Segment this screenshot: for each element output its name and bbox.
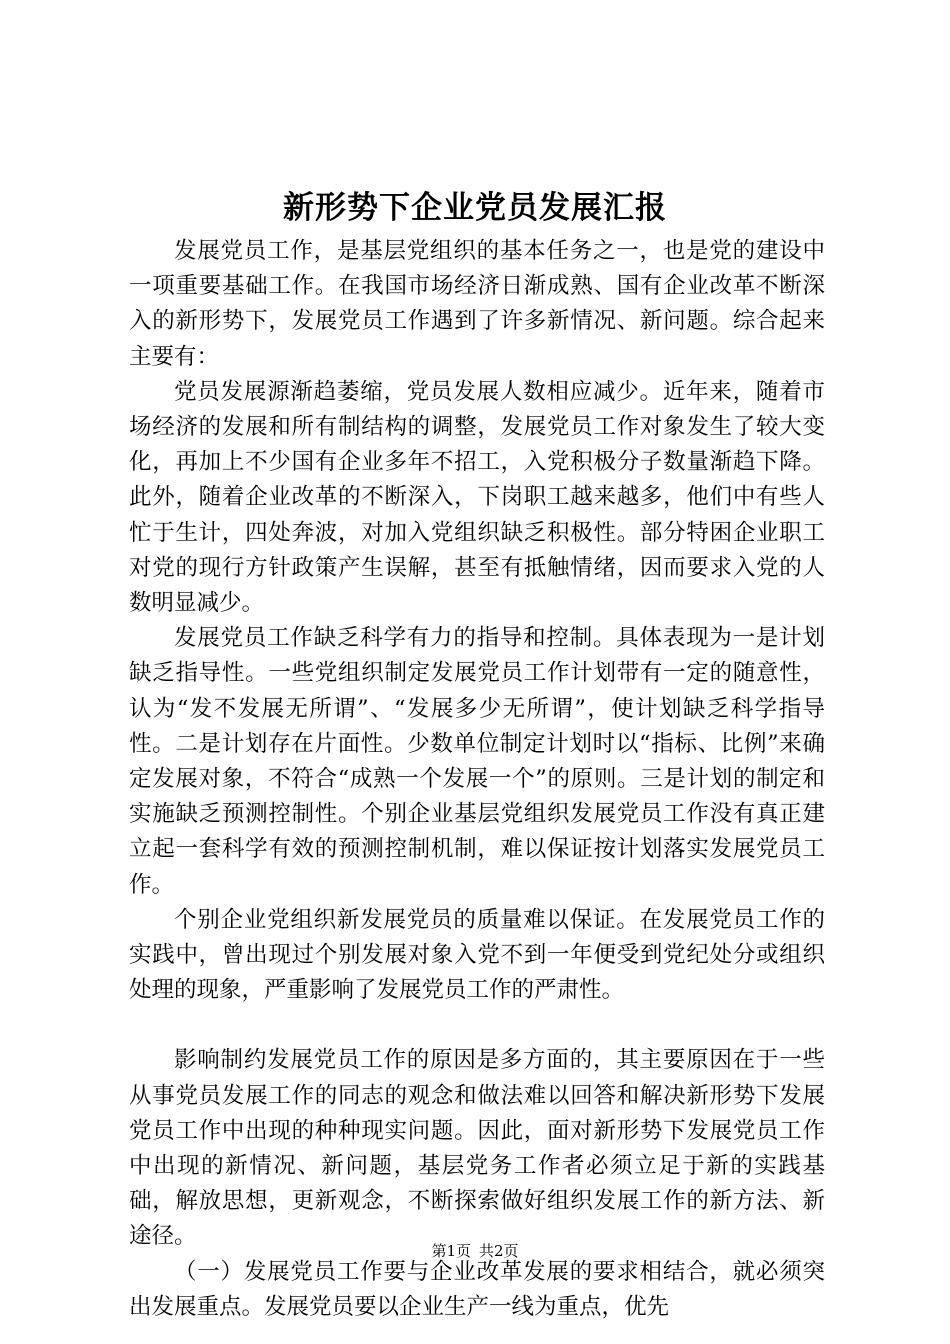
document-title: 新形势下企业党员发展汇报 xyxy=(283,190,667,226)
paragraph-intro: 发展党员工作，是基层党组织的基本任务之一，也是党的建设中一项重要基础工作。在我国市场经济日渐成熟、国有企业改革不断深入的新形势下，发展党员工作遇到了许多新情况、新问题。综合起来主要有： xyxy=(129,238,825,370)
document-body xyxy=(129,234,825,1325)
paragraph-causes: 影响制约发展党员工作的原因是多方面的，其主要原因在于一些从事党员发展工作的同志的观念和做法难以回答和解决新形势下发展党员工作中出现的种种现实问题。因此，面对新形势下发展党员工作中出现的新情况、新问题，基层党务工作者必须立足于新的实践基础，解放思想，更新观念，不断探索做好组织发展工作的新方法、新途径。 xyxy=(129,1047,825,1250)
page-number: 第1页 xyxy=(431,1242,471,1260)
paragraph-issue-quality: 个别企业党组织新发展党员的质量难以保证。在发展党员工作的实践中，曾出现过个别发展对象入党不到一年便受到党纪处分或组织处理的现象，严重影响了发展党员工作的严肃性。 xyxy=(129,906,825,1004)
page-footer xyxy=(0,1241,950,1261)
paragraph-spacer xyxy=(129,1008,825,1043)
paragraph-issue-guidance: 发展党员工作缺乏科学有力的指导和控制。具体表现为一是计划缺乏指导性。一些党组织制定发展党员工作计划带有一定的随意性，认为“发不发展无所谓”、“发展多少无所谓”，使计划缺乏科学指导性。二是计划存在片面性。少数单位制定计划时以“指标、比例”来确定发展对象，不符合“成熟一个发展一个”的原则。三是计划的制定和实施缺乏预测控制性。个别企业基层党组织发展党员工作没有真正建立起一套科学有效的预测控制机制，难以保证按计划落实发展党员工作。 xyxy=(129,625,825,898)
page-total: 共2页 xyxy=(479,1242,519,1260)
paragraph-issue-source: 党员发展源渐趋萎缩，党员发展人数相应减少。近年来，随着市场经济的发展和所有制结构的调整，发展党员工作对象发生了较大变化，再加上不少国有企业多年不招工，入党积极分子数量渐趋下降。此外，随着企业改革的不断深入，下岗职工越来越多，他们中有些人忙于生计，四处奔波，对加入党组织缺乏积极性。部分特困企业职工对党的现行方针政策产生误解，甚至有抵触情绪，因而要求入党的人数明显减少。 xyxy=(129,378,825,617)
paragraph-measure-one: （一）发展党员工作要与企业改革发展的要求相结合，就必须突出发展重点。发展党员要以企业生产一线为重点，优先 xyxy=(129,1258,825,1320)
